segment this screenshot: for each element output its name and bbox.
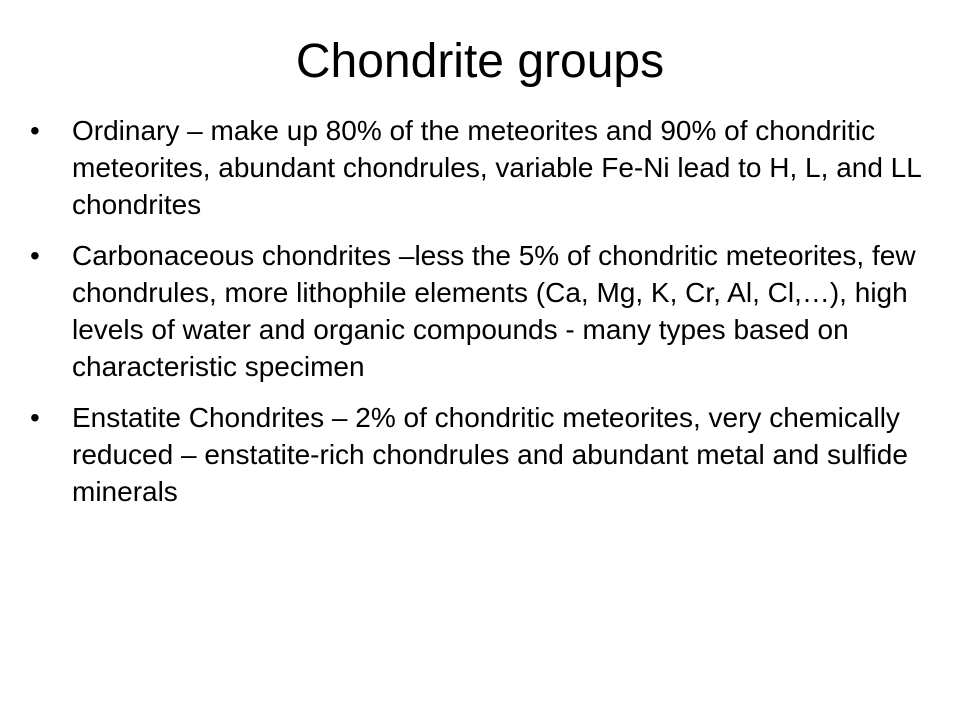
- bullet-text: Enstatite Chondrites – 2% of chondritic meteorites, very chemically reduced – enstatite-rich chondrules and abundant metal and sulfide minerals: [72, 402, 908, 507]
- bullet-item-ordinary: [30, 112, 930, 223]
- bullet-icon: •: [30, 115, 40, 146]
- bullet-list: [30, 112, 930, 524]
- bullet-text: Ordinary – make up 80% of the meteorites and 90% of chondritic meteorites, abundant chondrules, variable Fe-Ni lead to H, L, and LL chondrites: [72, 115, 921, 220]
- bullet-item-enstatite: [30, 399, 930, 510]
- bullet-icon: •: [30, 240, 40, 271]
- slide-title: Chondrite groups: [295, 35, 665, 88]
- bullet-text: Carbonaceous chondrites –less the 5% of chondritic meteorites, few chondrules, more lithophile elements (Ca, Mg, K, Cr, Al, Cl,…), high levels of water and organic compounds - many types based on characteristic specimen: [72, 240, 916, 382]
- bullet-icon: •: [30, 402, 40, 433]
- bullet-item-carbonaceous: [30, 237, 930, 385]
